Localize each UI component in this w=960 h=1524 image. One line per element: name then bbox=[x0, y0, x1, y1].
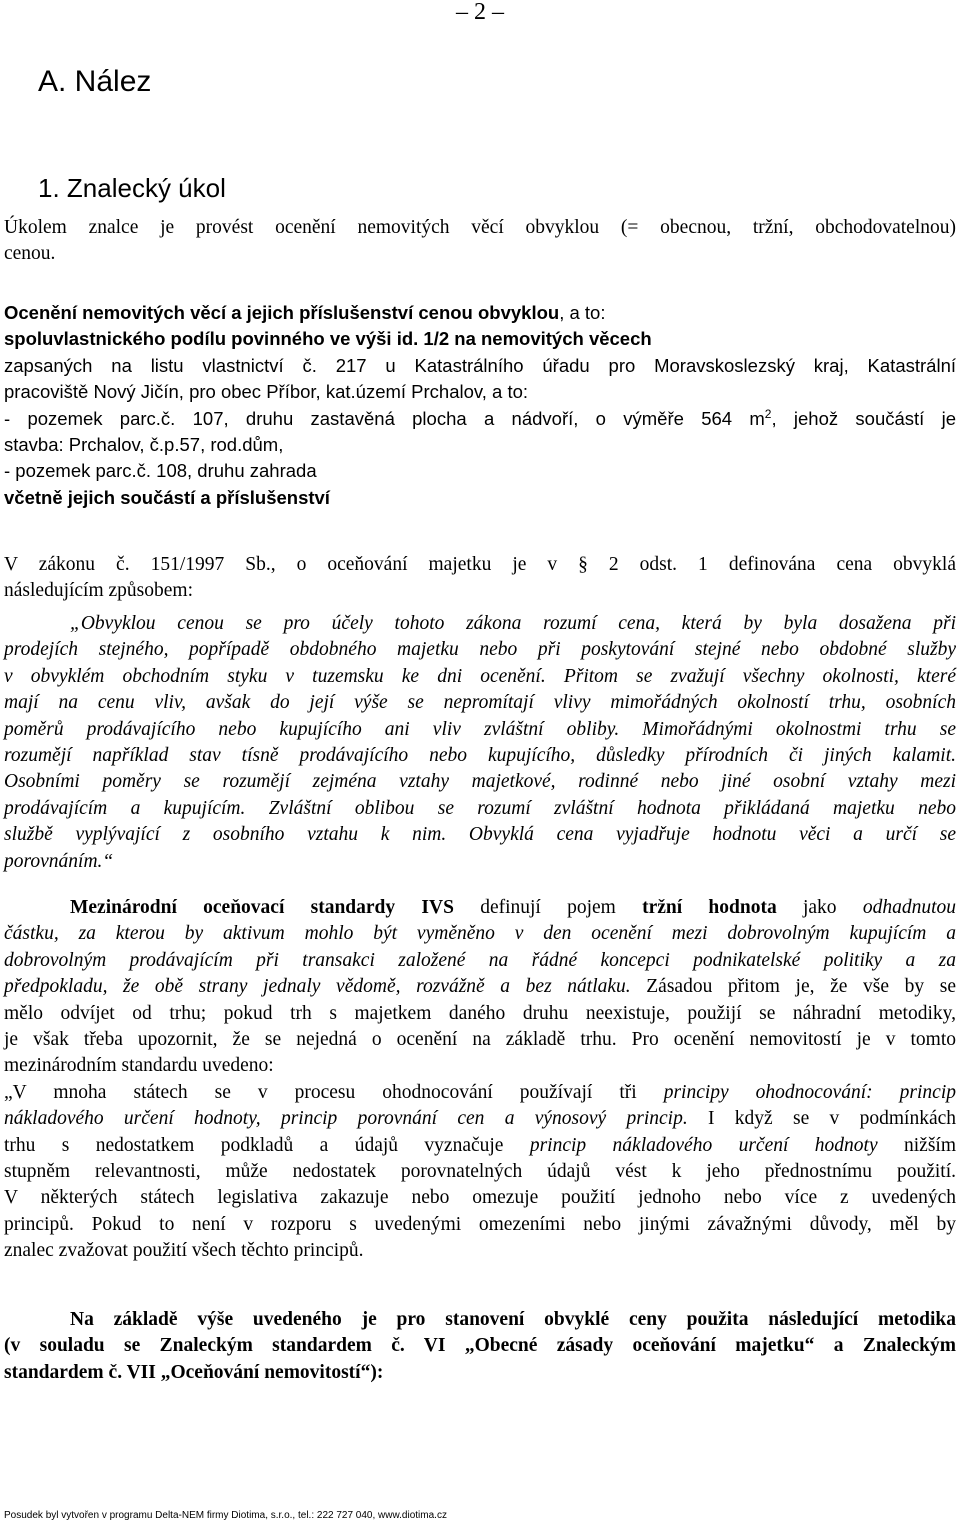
text-line bbox=[4, 300, 956, 326]
text-line: mělo odvíjet od trhu; pokud trh s majetkem daného druhu neexistuje, použijí se náhradní metodiky, bbox=[4, 1002, 956, 1024]
text-line bbox=[4, 974, 956, 1000]
bold-text: Ocenění nemovitých věcí a jejich příslušenství cenou obvyklou bbox=[4, 302, 560, 323]
text-line: „Obvyklou cenou se pro účely tohoto zákona rozumí cena, která by byla dosažena při bbox=[70, 613, 956, 634]
text: , jehož součástí je bbox=[771, 407, 956, 429]
text-line: cenou. bbox=[4, 243, 56, 265]
task-paragraph bbox=[4, 215, 956, 268]
text: I když se v podmínkách bbox=[687, 1108, 957, 1130]
text-line: porovnáním.“ bbox=[4, 850, 114, 872]
bold-text: Mezinárodní oceňovací standardy IVS bbox=[70, 897, 454, 918]
text: trhu s nedostatkem podkladů a údajů vyznačuje bbox=[4, 1134, 530, 1156]
text-line: spoluvlastnického podílu povinného ve výši id. 1/2 na nemovitých věcech bbox=[4, 328, 652, 350]
text-line: standardem č. VII „Oceňování nemovitostí“): bbox=[4, 1361, 384, 1383]
text-line: principů. Pokud to není v rozporu s uvedenými omezeními nebo jinými závažnými důvody, měl by bbox=[4, 1213, 956, 1235]
italic-text: princip nákladového určení hodnoty bbox=[529, 1134, 878, 1156]
text-line: stavba: Prchalov, č.p.57, rod.dům, bbox=[4, 434, 284, 456]
text-line: prodejích stejného, popřípadě obdobného majetku nebo při poskytování stejné nebo obdobné služby bbox=[4, 639, 956, 661]
text-line: stupněm relevantnosti, může nedostatek porovnatelných údajů vést k jeho přednostnímu použití. bbox=[4, 1161, 956, 1183]
text-line bbox=[4, 1080, 956, 1106]
text-line: Na základě výše uvedeného je pro stanovení obvyklé ceny použita následující metodika bbox=[70, 1309, 956, 1330]
text-line: zapsaných na listu vlastnictví č. 217 u Katastrálního úřadu pro Moravskoslezský kraj, Katastrální bbox=[4, 354, 956, 376]
italic-text: principy ohodnocování: princip bbox=[663, 1081, 956, 1103]
valuation-subject bbox=[4, 300, 956, 511]
text-line: Osobními poměry se rozumějí zejména vztahy majetkové, rodinné nebo jiné osobní vztahy mezi bbox=[4, 771, 956, 793]
text-line: V některých státech legislativa zakazuje nebo omezuje použití jednoho nebo více z uvedených bbox=[4, 1187, 956, 1209]
text-line: mezinárodním standardu uvedeno: bbox=[4, 1055, 274, 1077]
page-number: – 2 – bbox=[456, 0, 504, 25]
bold-text: tržní hodnota bbox=[642, 897, 777, 918]
text-line: rozumějí například stav tísně prodávajícího nebo kupujícího, důsledky přírodních či jiných kalamit. bbox=[4, 745, 956, 767]
italic-text: předpokladu, že obě strany jednaly vědomě, rozvážně a bez nátlaku. bbox=[4, 976, 631, 998]
italic-text: nákladového určení hodnoty, princip porovnání cen a výnosový princip. bbox=[4, 1108, 688, 1130]
law-quote bbox=[4, 611, 956, 875]
text-line: poměrů prodávajícího nebo kupujícího ani vliv zvláštní obliby. Mimořádnými okolnostmi trhu se bbox=[4, 718, 956, 740]
text-line: (v souladu se Znaleckým standardem č. VI „Obecné zásady oceňování majetku“ a Znaleckým bbox=[4, 1335, 956, 1357]
text: Zásadou přitom je, že vše by se bbox=[630, 976, 956, 998]
text: - pozemek parc.č. 107, druhu zastavěná plocha a nádvoří, o výměře 564 m bbox=[4, 407, 765, 429]
page-footer: Posudek byl vytvořen v programu Delta-NEM firmy Diotima, s.r.o., tel.: 222 727 040, www.diotima.cz bbox=[4, 1510, 447, 1521]
text: definují pojem bbox=[453, 897, 643, 918]
text-line: - pozemek parc.č. 108, druhu zahrada bbox=[4, 460, 317, 482]
methodology-paragraph bbox=[4, 1307, 956, 1386]
law-reference bbox=[4, 552, 956, 605]
superscript: 2 bbox=[764, 406, 772, 421]
text-line: mají na cenu vliv, avšak do její výše se nepromítají vlivy mimořádných okolností trhu, osobních bbox=[4, 692, 956, 714]
text: jako bbox=[776, 897, 863, 918]
ivs-paragraph bbox=[4, 895, 956, 1265]
text: nižším bbox=[877, 1134, 956, 1156]
text: „V mnoha státech se v procesu ohodnocování používají tři bbox=[4, 1081, 664, 1103]
text-line: dobrovolným prodávajícím při transakci založené na řádné koncepci podnikatelské politiky a za bbox=[4, 949, 956, 971]
text-line bbox=[4, 895, 956, 921]
text-line: v obvyklém obchodním styku v tuzemsku ke dni ocenění. Přitom se zvažují všechny okolnosti, které bbox=[4, 665, 956, 687]
text-line: V zákonu č. 151/1997 Sb., o oceňování majetku je v § 2 odst. 1 definována cena obvyklá bbox=[4, 554, 956, 575]
section-heading-znalecky-ukol: 1. Znalecký úkol bbox=[38, 173, 226, 203]
text-line: včetně jejich součástí a příslušenství bbox=[4, 486, 330, 508]
text-line bbox=[4, 1106, 956, 1132]
text-line: částku, za kterou by aktivum mohlo být vyměněno v den ocenění mezi dobrovolným kupujícím a bbox=[4, 923, 956, 945]
text: , a to: bbox=[559, 302, 606, 323]
text-line bbox=[4, 1133, 956, 1159]
text-line: prodávajícím a kupujícím. Zvláštní oblibou se rozumí zvláštní hodnota přikládaná majetku nebo bbox=[4, 797, 956, 819]
text-line: znalec zvažovat použití všech těchto principů. bbox=[4, 1240, 364, 1262]
text-line: pracoviště Nový Jičín, pro obec Příbor, kat.území Prchalov, a to: bbox=[4, 381, 529, 403]
text-line: následujícím způsobem: bbox=[4, 580, 194, 602]
text-line bbox=[4, 406, 956, 432]
text-line: službě vyplývající z osobního vztahu k nim. Obvyklá cena vyjadřuje hodnotu věci a určí se bbox=[4, 824, 956, 846]
section-heading-a: A. Nález bbox=[38, 65, 152, 98]
italic-text: odhadnutou bbox=[862, 897, 956, 918]
text-line: Úkolem znalce je provést ocenění nemovitých věcí obvyklou (= obecnou, tržní, obchodovatelnou) bbox=[4, 217, 956, 238]
text-line: je však třeba upozornit, že se nejedná o ocenění na základě trhu. Pro ocenění nemovitostí je v tomto bbox=[4, 1029, 956, 1051]
